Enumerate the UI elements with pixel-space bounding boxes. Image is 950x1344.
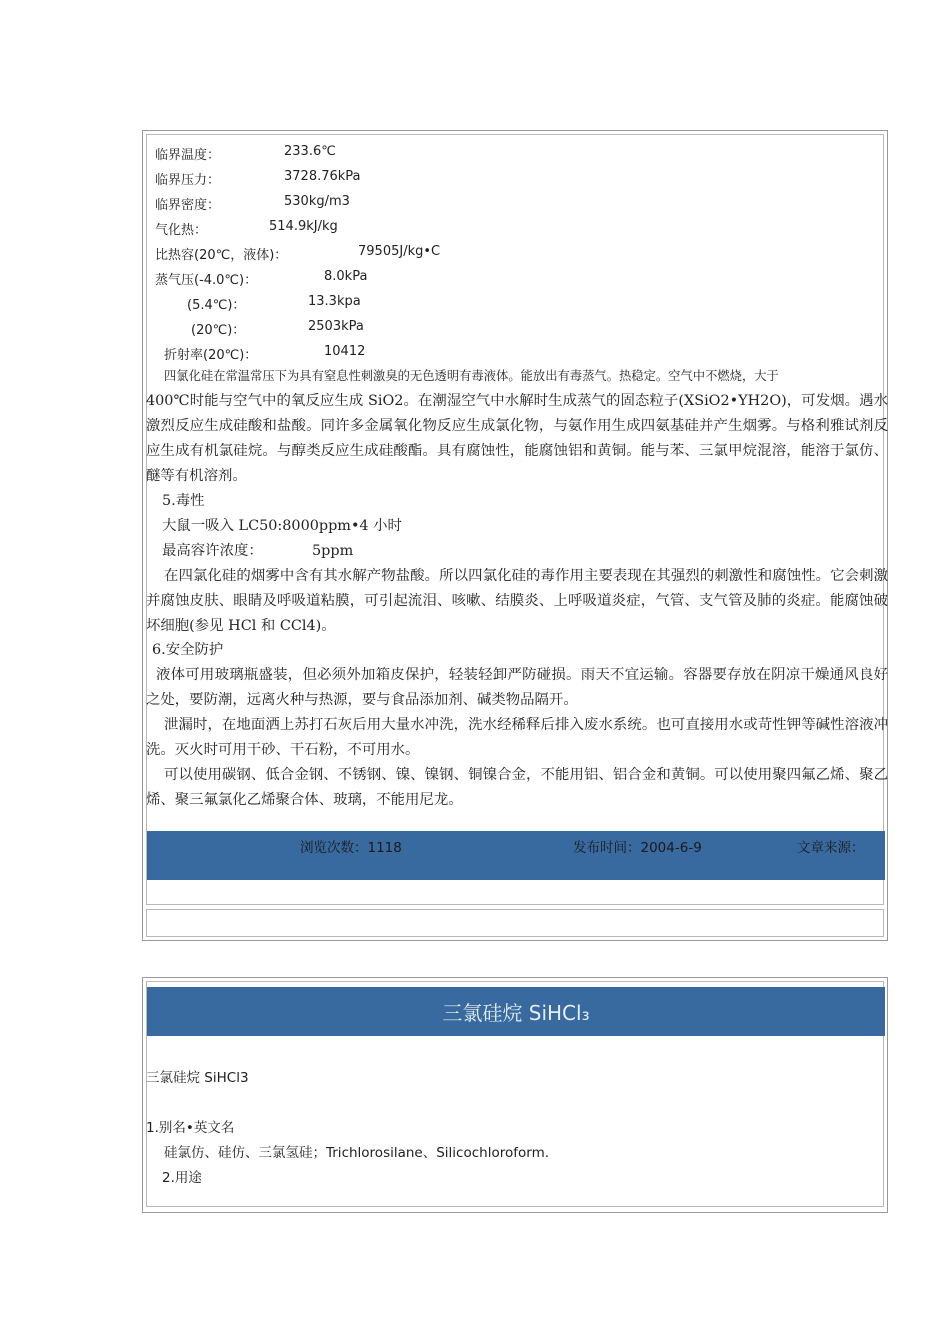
toxicity-heading: 5.毒性 bbox=[162, 493, 205, 509]
property-label: 比热容(20℃，液体)： bbox=[155, 248, 288, 263]
views-count: 1118 bbox=[367, 840, 402, 856]
safety-paragraph-3 bbox=[146, 763, 888, 813]
property-value: 10412 bbox=[324, 344, 366, 359]
property-row bbox=[155, 219, 555, 237]
safety-paragraph-1 bbox=[146, 663, 888, 713]
property-row bbox=[155, 144, 555, 162]
source-stat bbox=[797, 836, 865, 856]
property-label: 气化热： bbox=[155, 223, 208, 238]
source-label: 文章来源： bbox=[797, 840, 865, 856]
section-aliases-heading: 1.别名•英文名 bbox=[146, 1120, 235, 1136]
property-row bbox=[155, 194, 555, 212]
safety-text-1: 液体可用玻璃瓶盛装，但必须外加箱皮保护，轻装轻卸严防碰损。雨天不宜运输。容器要存放在阴凉干燥通风良好之处，要防潮，远离火种与热源，要与食品添加剂、碱类物品隔开。 bbox=[146, 667, 888, 708]
property-value: 13.3kpa bbox=[308, 294, 361, 309]
stats-bar bbox=[147, 831, 885, 880]
property-label: 临界温度： bbox=[155, 148, 221, 163]
section-uses-heading: 2.用途 bbox=[162, 1170, 202, 1186]
property-value: 79505J/kg•C bbox=[358, 244, 441, 259]
safety-paragraph-2 bbox=[146, 713, 888, 763]
views-stat bbox=[300, 836, 402, 856]
article-footer-frame bbox=[146, 909, 884, 937]
toxicity-max-value: 5ppm bbox=[312, 543, 354, 559]
description-paragraph bbox=[146, 389, 888, 489]
safety-text-2: 泄漏时，在地面洒上苏打石灰后用大量水冲洗，洗水经稀释后排入废水系统。也可直接用水或苛性钾等碱性溶液冲洗。灭火时可用干砂、干石粉，不可用水。 bbox=[146, 717, 888, 758]
toxicity-text: 在四氯化硅的烟雾中含有其水解产物盐酸。所以四氯化硅的毒作用主要表现在其强烈的刺激性和腐蚀性。它会刺激并腐蚀皮肤、眼睛及呼吸道粘膜，可引起流泪、咳嗽、结膜炎、上呼吸道炎症，气管、支气管及肺的炎症。能腐蚀破坏细胞(参见 HCl 和 CCl4)。 bbox=[146, 568, 888, 634]
property-label: 折射率(20℃)： bbox=[164, 348, 258, 363]
publish-date-value: 2004-6-9 bbox=[640, 840, 702, 856]
property-row bbox=[155, 269, 555, 287]
property-row bbox=[155, 244, 555, 262]
property-label: (20℃)： bbox=[191, 323, 246, 338]
property-value: 530kg/m3 bbox=[284, 194, 350, 209]
property-row bbox=[155, 169, 555, 187]
article-title: 三氯硅烷 SiHCl₃ bbox=[442, 1001, 590, 1025]
toxicity-lc50: 大鼠一吸入 LC50:8000ppm•4 小时 bbox=[162, 518, 402, 534]
safety-text-3: 可以使用碳钢、低合金钢、不锈钢、镍、镍钢、铜镍合金，不能用铝、铝合金和黄铜。可以使用聚四氟乙烯、聚乙烯、聚三氟氯化乙烯聚合体、玻璃，不能用尼龙。 bbox=[146, 767, 888, 808]
property-row bbox=[164, 344, 524, 362]
property-label: 临界密度： bbox=[155, 198, 221, 213]
publish-date-stat bbox=[573, 836, 702, 856]
toxicity-max-label: 最高容许浓度： bbox=[162, 543, 263, 559]
property-label: 临界压力： bbox=[155, 173, 221, 188]
property-value: 3728.76kPa bbox=[284, 169, 361, 184]
property-value: 514.9kJ/kg bbox=[269, 219, 338, 234]
views-label: 浏览次数： bbox=[300, 840, 368, 856]
article-subtitle: 三氯硅烷 SiHCl3 bbox=[146, 1070, 249, 1086]
property-value: 8.0kPa bbox=[324, 269, 368, 284]
safety-heading: 6.安全防护 bbox=[152, 642, 224, 658]
description-first-line: 四氯化硅在常温常压下为具有窒息性刺激臭的无色透明有毒液体。能放出有毒蒸气。热稳定。空气中不燃烧，大于 bbox=[164, 369, 779, 383]
toxicity-paragraph bbox=[146, 564, 888, 639]
aliases-text: 硅氯仿、硅仿、三氯氢硅；Trichlorosilane、Silicochloroform. bbox=[164, 1145, 550, 1161]
property-row bbox=[191, 319, 551, 337]
property-value: 233.6℃ bbox=[284, 144, 336, 159]
property-value: 2503kPa bbox=[308, 319, 364, 334]
property-row bbox=[187, 294, 547, 312]
property-label: 蒸气压(-4.0℃)： bbox=[155, 273, 258, 288]
toxicity-max-row bbox=[162, 539, 882, 564]
publish-date-label: 发布时间： bbox=[573, 840, 641, 856]
description-text: 400℃时能与空气中的氧反应生成 SiO2。在潮湿空气中水解时生成蒸气的固态粒子(XSiO2•YH2O)，可发烟。遇水激烈反应生成硅酸和盐酸。同许多金属氧化物反应生成氯化物，与氨作用生成四氨基硅并产生烟雾。与格利雅试剂反应生成有机氯硅烷。与醇类反应生成硅酸酯。具有腐蚀性，能腐蚀铝和黄铜。能与苯、三氯甲烷混溶，能溶于氯仿、醚等有机溶剂。 bbox=[146, 393, 888, 484]
property-label: (5.4℃)： bbox=[187, 298, 246, 313]
